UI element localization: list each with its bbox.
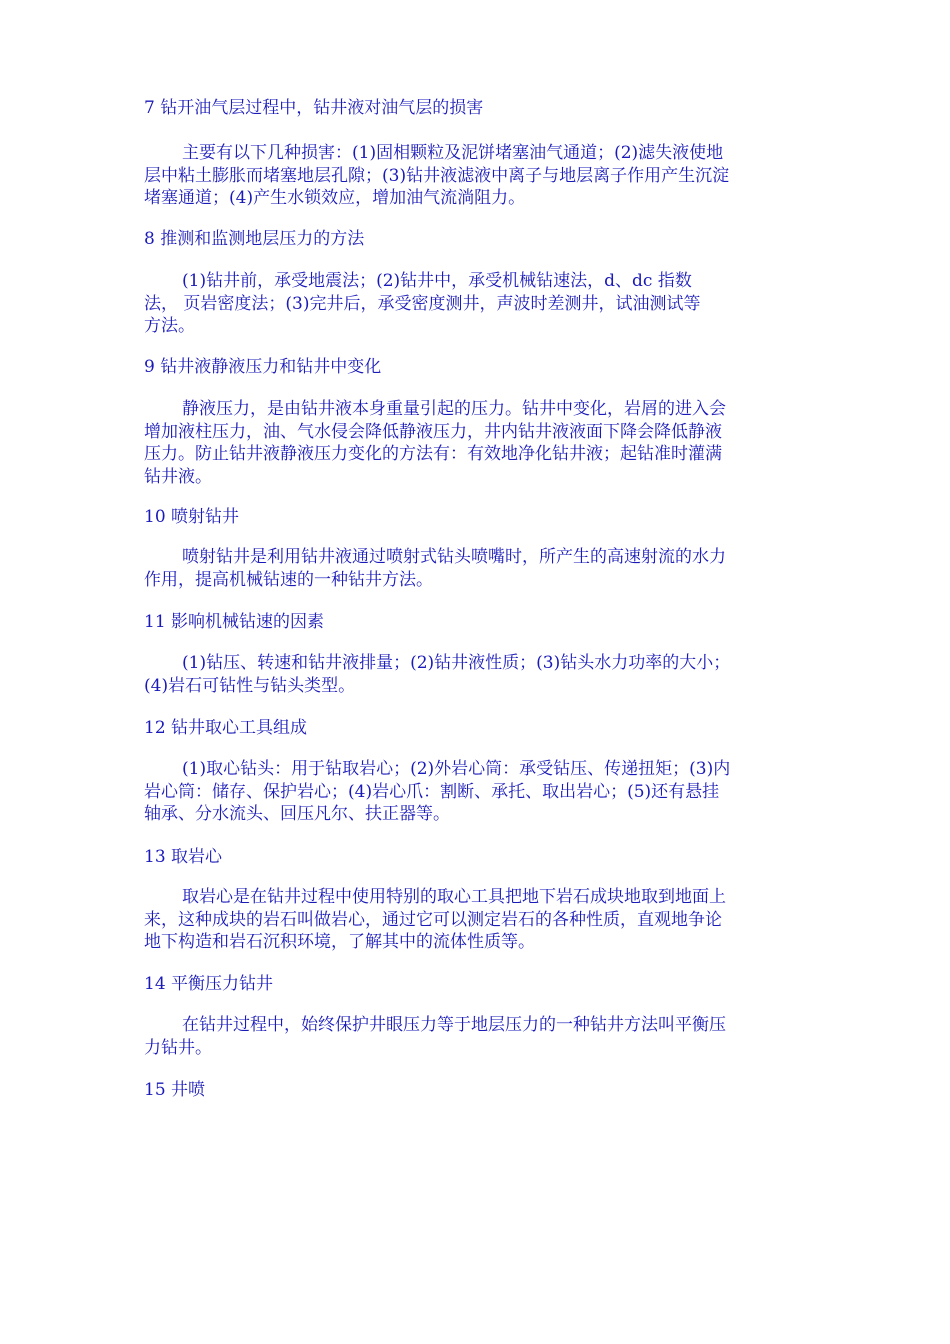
section-heading-13: 13 取岩心 [144, 847, 223, 867]
section-body-7 [144, 142, 808, 210]
section-body-8 [144, 270, 808, 338]
body-line: 来，这种成块的岩石叫做岩心，通过它可以测定岩石的各种性质，直观地争论 [144, 909, 722, 930]
section-heading-11: 11 影响机械钻速的因素 [144, 612, 325, 632]
section-body-12 [144, 758, 808, 826]
section-body-13 [144, 886, 808, 954]
body-line: 法， 页岩密度法；(3)完井后，承受密度测井，声波时差测井，试油测试等 [144, 293, 701, 314]
body-line: 主要有以下几种损害：(1)固相颗粒及泥饼堵塞油气通道；(2)滤失液使地 [182, 143, 724, 163]
body-line: (1)钻井前，承受地震法；(2)钻井中，承受机械钻速法，d、dc 指数 [182, 271, 692, 291]
body-line: 方法。 [144, 316, 195, 336]
section-body-11 [144, 652, 808, 697]
body-line: (1)钻压、转速和钻井液排量；(2)钻井液性质；(3)钻头水力功率的大小； [182, 653, 731, 673]
section-heading-9: 9 钻井液静液压力和钻井中变化 [144, 357, 382, 377]
body-line: 岩心筒：储存、保护岩心；(4)岩心爪：割断、承托、取出岩心；(5)还有悬挂 [144, 781, 720, 802]
section-heading-12: 12 钻井取心工具组成 [144, 718, 308, 738]
body-line: 力钻井。 [144, 1037, 212, 1058]
body-line: 钻井液。 [144, 466, 212, 487]
section-heading-8: 8 推测和监测地层压力的方法 [144, 229, 365, 249]
body-line: (1)取心钻头：用于钻取岩心；(2)外岩心筒：承受钻压、传递扭矩；(3)内 [182, 759, 731, 779]
section-body-9 [144, 398, 808, 488]
body-line: 在钻井过程中，始终保护井眼压力等于地层压力的一种钻井方法叫平衡压 [182, 1015, 726, 1035]
section-body-14 [144, 1014, 808, 1059]
body-line: 作用，提高机械钻速的一种钻井方法。 [144, 569, 433, 590]
section-heading-7: 7 钻开油气层过程中，钻井液对油气层的损害 [144, 98, 484, 118]
body-line: 喷射钻井是利用钻井液通过喷射式钻头喷嘴时，所产生的高速射流的水力 [182, 547, 726, 567]
body-line: 地下构造和岩石沉积环境，了解其中的流体性质等。 [144, 932, 535, 952]
body-line: 轴承、分水流头、回压凡尔、扶正器等。 [144, 804, 450, 824]
section-body-10 [144, 546, 808, 591]
body-line: 增加液柱压力，油、气水侵会降低静液压力，井内钻井液液面下降会降低静液 [144, 421, 722, 442]
body-line: 压力。防止钻井液静液压力变化的方法有：有效地净化钻井液；起钻准时灌满 [144, 444, 722, 464]
section-heading-15: 15 井喷 [144, 1080, 206, 1100]
body-line: 取岩心是在钻井过程中使用特别的取心工具把地下岩石成块地取到地面上 [182, 887, 726, 907]
section-heading-14: 14 平衡压力钻井 [144, 974, 274, 994]
body-line: 层中粘土膨胀而堵塞地层孔隙；(3)钻井液滤液中离子与地层离子作用产生沉淀 [144, 165, 730, 186]
body-line: 堵塞通道；(4)产生水锁效应，增加油气流淌阻力。 [144, 188, 526, 208]
body-line: (4)岩石可钻性与钻头类型。 [144, 675, 356, 696]
section-heading-10: 10 喷射钻井 [144, 507, 240, 527]
body-line: 静液压力，是由钻井液本身重量引起的压力。钻井中变化，岩屑的进入会 [182, 399, 726, 419]
